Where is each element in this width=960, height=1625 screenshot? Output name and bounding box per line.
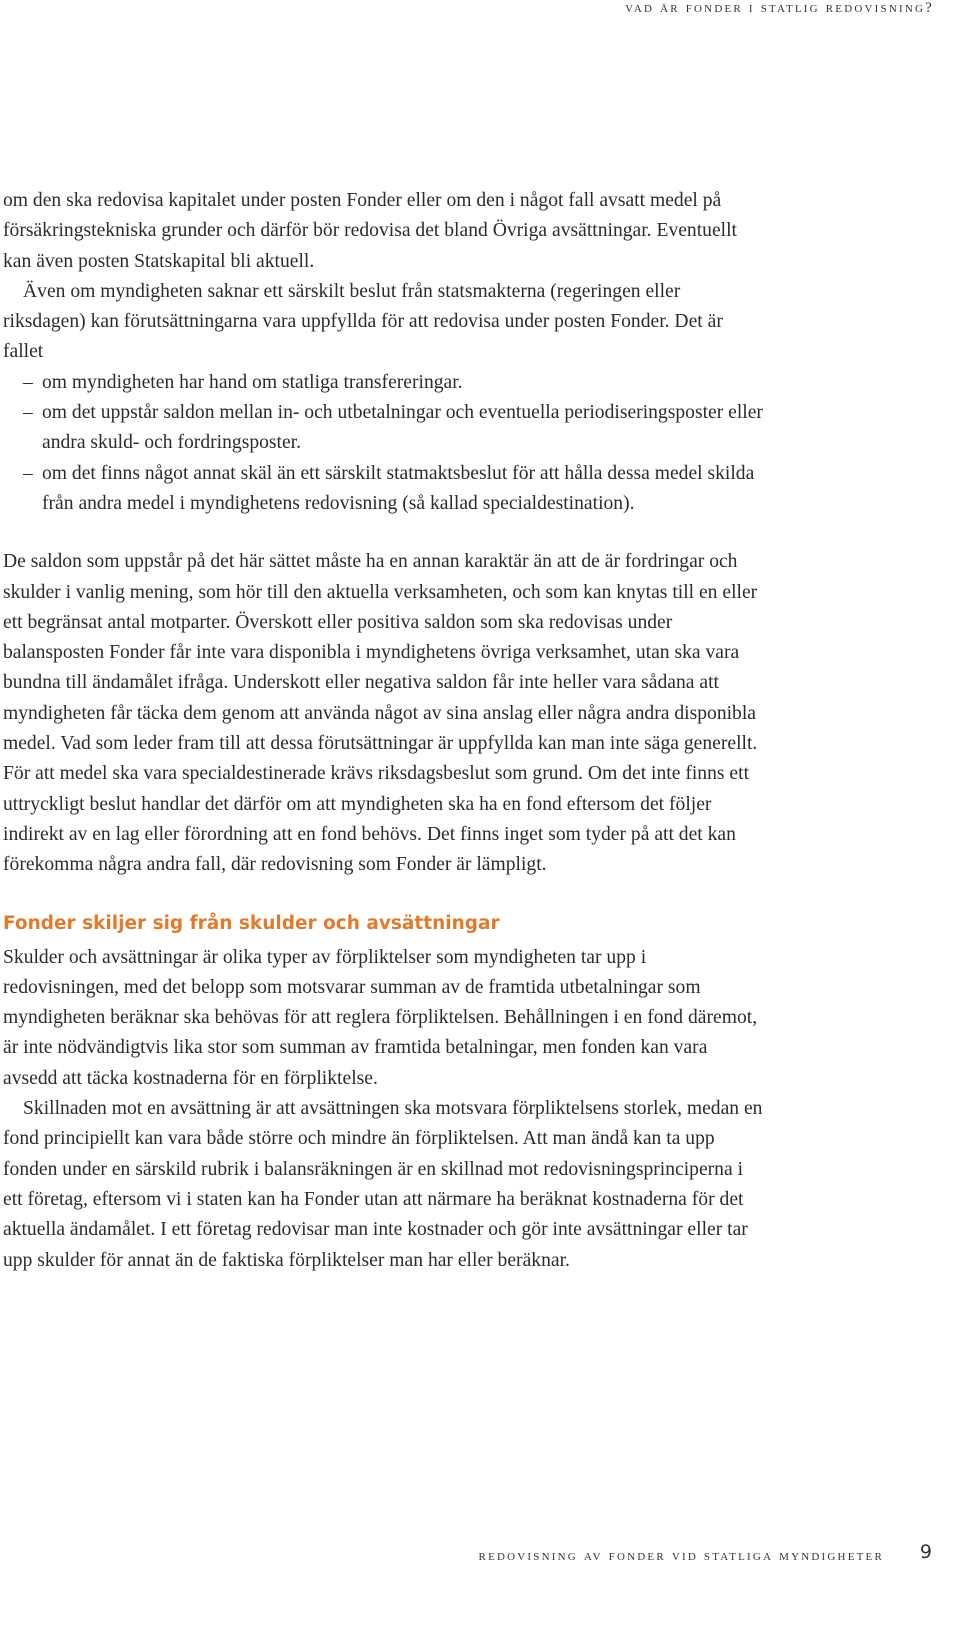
page-body [3, 186, 763, 1276]
dash-bullet: – [23, 402, 33, 424]
running-head: vad är fonder i statlig redovisning? [625, 0, 934, 16]
conditions-list [3, 368, 763, 519]
spacer [3, 519, 763, 547]
list-item-text: om det uppstår saldon mellan in- och utbetalningar och eventuella periodiseringsposter eller andra skuld- och fordringsposter. [42, 402, 763, 454]
running-foot: redovisning av fonder vid statliga myndigheter [478, 1548, 884, 1564]
list-item [3, 398, 763, 459]
section-heading: Fonder skiljer sig från skulder och avsättningar [3, 912, 500, 934]
paragraph-conditions-intro: Även om myndigheten saknar ett särskilt beslut från statsmakterna (regeringen eller riksdagen) kan förutsättningarna vara uppfyllda för att redovisa under posten Fonder. Det är fallet [3, 280, 723, 363]
paragraph-skillnaden: Skillnaden mot en avsättning är att avsättningen ska motsvara förpliktelsens storlek, medan en fond principiellt kan vara både större och mindre än förpliktelsen. Att man ändå kan ta upp fonden under en särskild rubrik i balansräkningen är en skillnad mot redovisningsprinciperna i ett företag, eftersom vi i staten kan ha Fonder utan att närmare ha beräknat kostnaderna för det aktuella ändamålet. I ett företag redovisar man inte kostnader och gör inte avsättningar eller tar upp skulder för annat än de faktiska förpliktelser man har eller beräknar. [3, 1098, 763, 1271]
dash-bullet: – [23, 371, 33, 393]
paragraph-continuation: om den ska redovisa kapitalet under posten Fonder eller om den i något fall avsatt medel på försäkringstekniska grunder och därför bör redovisa det bland Övriga avsättningar. Eventuellt kan även posten Statskapital bli aktuell. [3, 190, 737, 272]
dash-bullet: – [23, 462, 33, 484]
list-item-text: om det finns något annat skäl än ett särskilt statmaktsbeslut för att hålla dessa medel skilda från andra medel i myndighetens redovisning (så kallad specialdestination). [42, 462, 755, 514]
list-item-text: om myndigheten har hand om statliga transfereringar. [42, 371, 463, 393]
list-item [3, 459, 763, 520]
paragraph-skulder: Skulder och avsättningar är olika typer av förpliktelser som myndigheten tar upp i redovisningen, med det belopp som motsvarar summan av de framtida utbetalningar som myndigheten beräknar ska behövas för att reglera förpliktelsen. Behållningen i en fond däremot, är inte nödvändigtvis lika stor som summan av framtida betalningar, men fonden kan vara avsedd att täcka kostnaderna för en förpliktelse. [3, 946, 758, 1089]
page-number: 9 [919, 1541, 932, 1563]
list-item [3, 368, 763, 398]
paragraph-saldon: De saldon som uppstår på det här sättet måste ha en annan karaktär än att de är fordringar och skulder i vanlig mening, som hör till den aktuella verksamheten, och som kan knytas till en eller ett begränsat antal motparter. Överskott eller positiva saldon som ska redovisas under balansposten Fonder får inte vara disponibla i myndighetens övriga verksamhet, utan ska vara bundna till ändamålet ifråga. Underskott eller negativa saldon får inte heller vara sådana att myndigheten får täcka dem genom att använda något av sina anslag eller några andra disponibla medel. Vad som leder fram till att dessa förutsättningar är uppfyllda kan man inte säga generellt. För att medel ska vara specialdestinerade krävs riksdagsbeslut som grund. Om det inte finns ett uttryckligt beslut handlar det därför om att myndigheten ska ha en fond eftersom det följer indirekt av en lag eller förordning att en fond behövs. Det finns inget som tyder på att det kan förekomma några andra fall, där redovisning som Fonder är lämpligt. [3, 551, 758, 876]
